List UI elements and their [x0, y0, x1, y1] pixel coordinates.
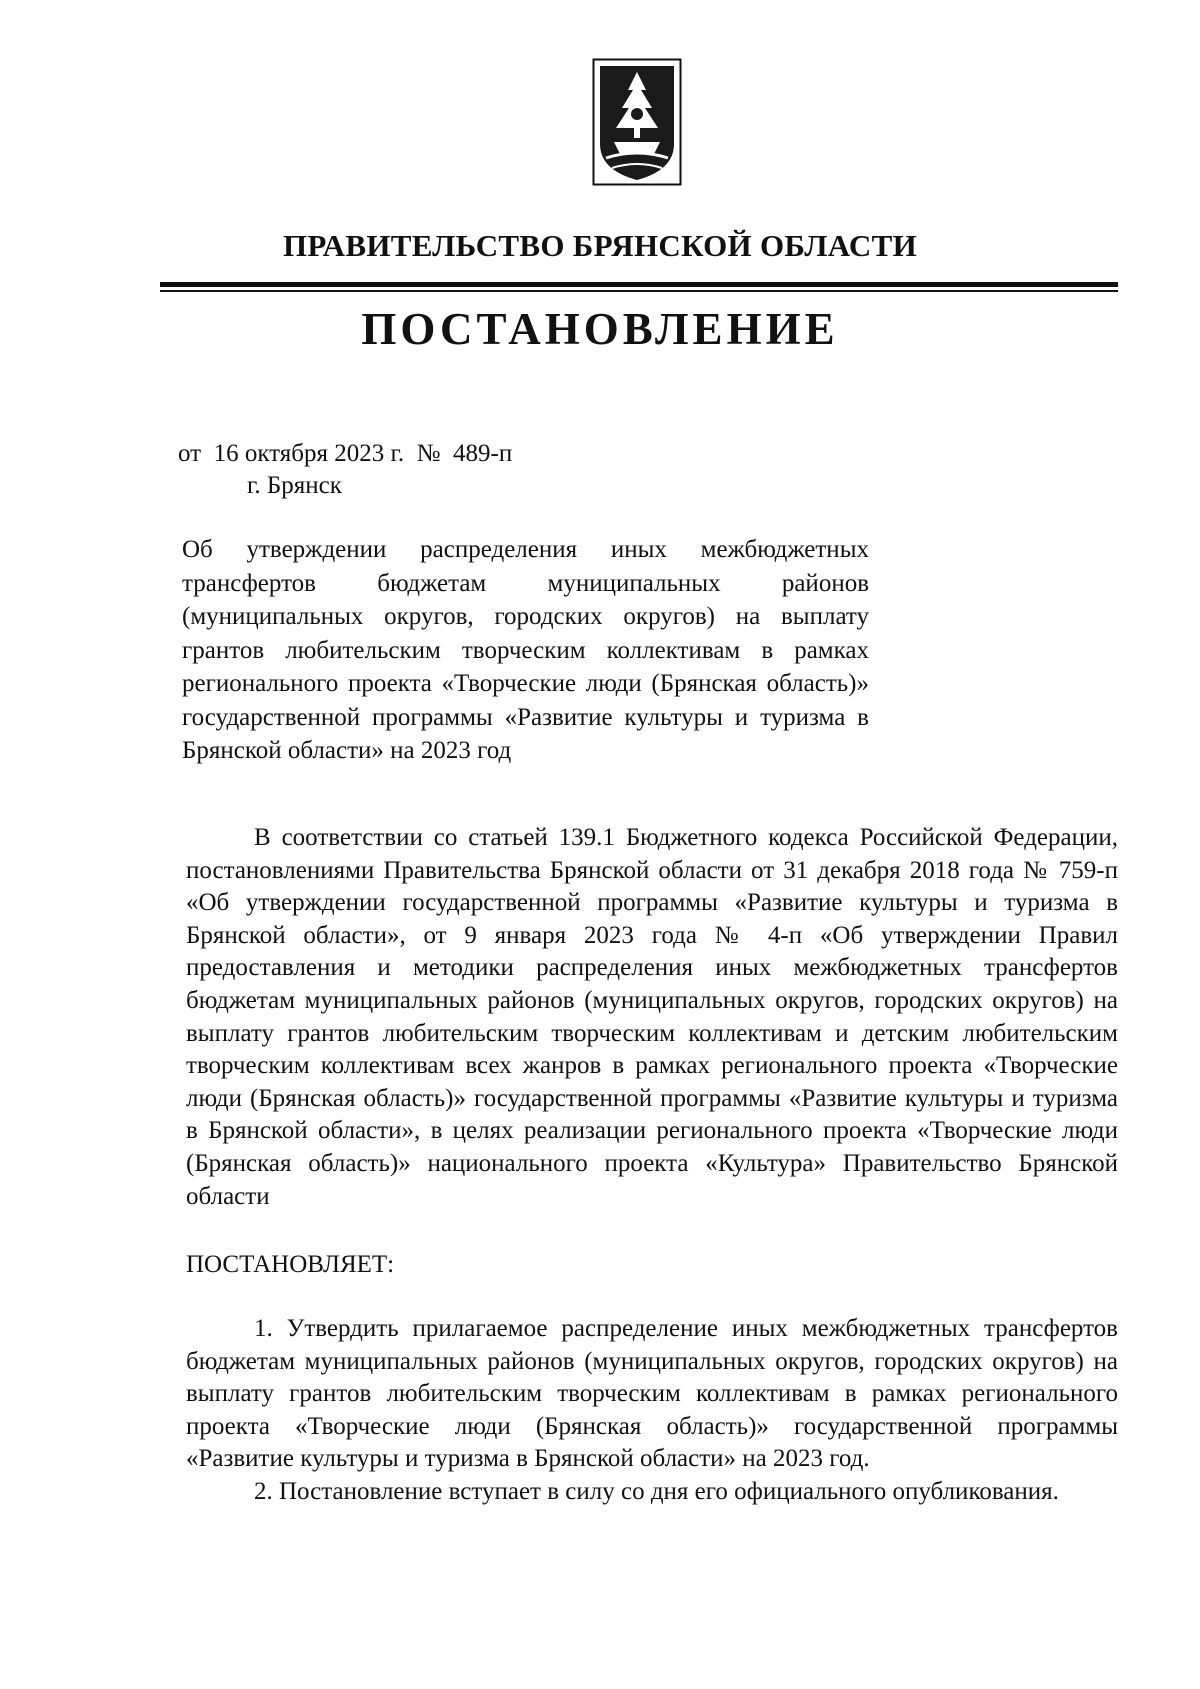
- preamble-paragraph: В соответствии со статьей 139.1 Бюджетного кодекса Российской Федерации, постановлениями Правительства Брянской области от 31 декабря 2018 года № 759-п «Об утверждении государственной программы «Развитие культуры и туризма в Брянской области», от 9 января 2023 года № 4-п «Об утверждении Правил предоставления и методики распределения иных межбюджетных трансфертов бюджетам муниципальных районов (муниципальных округов, городских округов) на выплату грантов любительским творческим коллективам и детским любительским творческим коллективам всех жанров в рамках регионального проекта «Творческие люди (Брянская область)» государственной программы «Развитие культуры и туризма в Брянской области», в целях реализации регионального проекта «Творческие люди (Брянская область)» национального проекта «Культура» Правительство Брянской области: [186, 824, 1118, 1210]
- header-divider: [160, 282, 1118, 287]
- document-type: ПОСТАНОВЛЕНИЕ: [361, 304, 839, 354]
- document-date-number: от 16 октября 2023 г. № 489-п: [178, 440, 513, 467]
- coat-of-arms-icon: [592, 58, 682, 186]
- resolves-heading: ПОСТАНОВЛЯЕТ:: [186, 1251, 395, 1278]
- document-city: г. Брянск: [247, 472, 342, 499]
- resolution-items: [186, 1313, 1118, 1509]
- resolution-item: 2. Постановление вступает в силу со дня его официального опубликования.: [254, 1477, 1059, 1505]
- document-subject: Об утверждении распределения иных межбюджетных трансфертов бюджетам муниципальных районов (муниципальных округов, городских округов) на выплату грантов любительским творческим коллективам в рамках регионального проекта «Творческие люди (Брянская область)» государственной программы «Развитие культуры и туризма в Брянской области» на 2023 год: [182, 536, 869, 764]
- header-divider-thin: [160, 290, 1118, 292]
- resolution-item: 1. Утвердить прилагаемое распределение иных межбюджетных трансфертов бюджетам муниципальных районов (муниципальных округов, городских округов) на выплату грантов любительским творческим коллективам в рамках регионального проекта «Творческие люди (Брянская область)» государственной программы «Развитие культуры и туризма в Брянской области» на 2023 год.: [186, 1315, 1118, 1473]
- preamble: [186, 822, 1118, 1213]
- organization-title: ПРАВИТЕЛЬСТВО БРЯНСКОЙ ОБЛАСТИ: [282, 228, 918, 263]
